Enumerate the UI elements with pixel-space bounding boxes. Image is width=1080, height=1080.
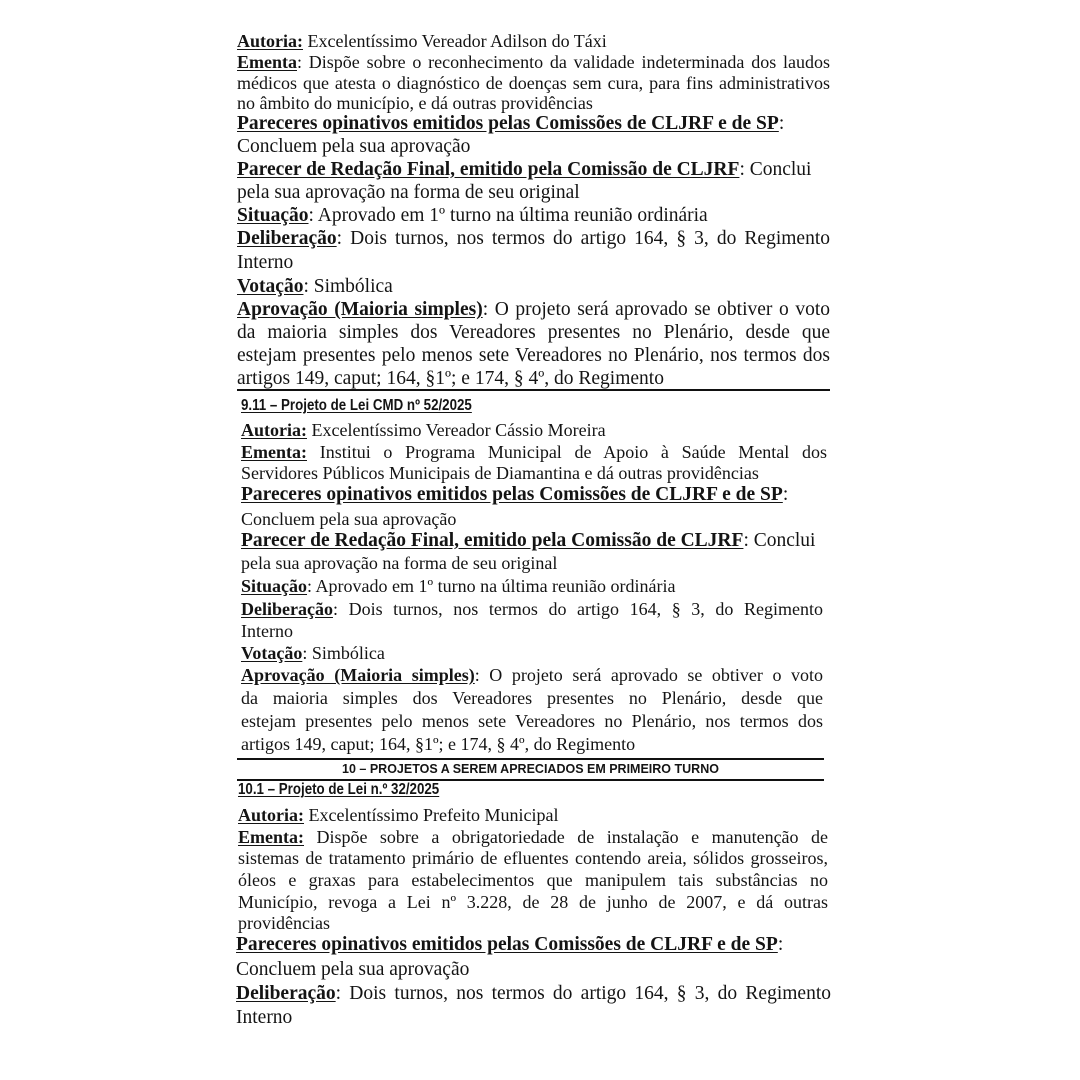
deliberacao-label: Deliberação: [241, 599, 333, 619]
ementa-line: providências: [238, 913, 330, 933]
votacao-label: Votação: [241, 643, 303, 663]
votacao-label: Votação: [237, 276, 304, 297]
autoria-label: Autoria:: [241, 420, 307, 440]
pareceres-value: Concluem pela sua aprovação: [236, 959, 470, 980]
divider: [237, 758, 824, 760]
autoria-label: Autoria:: [237, 31, 303, 51]
ementa-line: óleos e graxas para estabelecimentos que manipulem tais substâncias no: [238, 870, 828, 890]
situacao-line: Situação: Aprovado em 1º turno na última reunião ordinária: [241, 576, 676, 596]
pareceres-value: Concluem pela sua aprovação: [241, 509, 457, 529]
ementa-label: Ementa: [237, 52, 297, 72]
parecer-final-label: Parecer de Redação Final, emitido pela Comissão de CLJRF: [241, 530, 744, 551]
ementa-line: Ementa: Dispõe sobre a obrigatoriedade de instalação e manutenção de: [238, 827, 829, 847]
aprovacao-text: estejam presentes pelo menos sete Vereadores no Plenário, nos termos dos: [237, 345, 830, 366]
parecer-final-value: pela sua aprovação na forma de seu original: [237, 182, 580, 203]
votacao-line: Votação: Simbólica: [237, 276, 393, 297]
deliberacao-label: Deliberação: [236, 983, 336, 1004]
ementa-line: sistemas de tratamento primário de efluentes contendo areia, sólidos grosseiros,: [238, 848, 828, 868]
ementa-line: Município, revoga a Lei nº 3.228, de 28 de junho de 2007, e dá outras: [238, 892, 828, 912]
ementa-line: médicos que atesta o diagnóstico de doenças sem cura, para fins administrativos: [237, 73, 830, 93]
deliberacao-value: Interno: [236, 1007, 293, 1028]
situacao-label: Situação: [241, 576, 308, 596]
aprovacao-text: artigos 149, caput; 164, §1º; e 174, § 4º, do Regimento: [237, 368, 664, 389]
pareceres-line: Pareceres opinativos emitidos pelas Comissões de CLJRF e de SP:: [241, 484, 789, 505]
ementa-label: Ementa:: [241, 442, 307, 462]
ementa-line: Ementa: Dispõe sobre o reconhecimento da validade indeterminada dos laudos: [237, 52, 830, 72]
aprovacao-text: estejam presentes pelo menos sete Vereadores no Plenário, nos termos dos: [241, 711, 823, 731]
pareceres-value: Concluem pela sua aprovação: [237, 136, 471, 157]
pareceres-line: Pareceres opinativos emitidos pelas Comissões de CLJRF e de SP:: [237, 113, 785, 134]
divider: [237, 389, 830, 391]
pareceres-label: Pareceres opinativos emitidos pelas Comissões de CLJRF e de SP: [237, 113, 779, 134]
aprovacao-line: Aprovação (Maioria simples): O projeto será aprovado se obtiver o voto: [241, 665, 824, 685]
autoria-label: Autoria:: [238, 805, 304, 825]
autoria-line: Autoria: Excelentíssimo Prefeito Municipal: [238, 805, 559, 825]
deliberacao-label: Deliberação: [237, 228, 337, 249]
deliberacao-value: Interno: [241, 621, 293, 641]
project-heading: 9.11 – Projeto de Lei CMD nº 52/2025: [241, 397, 472, 414]
situacao-label: Situação: [237, 205, 309, 226]
parecer-final-value: pela sua aprovação na forma de seu original: [241, 553, 558, 573]
aprovacao-label: Aprovação (Maioria simples): [237, 299, 483, 320]
deliberacao-line: Deliberação: Dois turnos, nos termos do artigo 164, § 3, do Regimento: [237, 228, 830, 249]
deliberacao-line: Deliberação: Dois turnos, nos termos do artigo 164, § 3, do Regimento: [241, 599, 823, 619]
deliberacao-line: Deliberação: Dois turnos, nos termos do artigo 164, § 3, do Regimento: [236, 983, 831, 1004]
aprovacao-text: artigos 149, caput; 164, §1º; e 174, § 4º, do Regimento: [241, 734, 636, 754]
ementa-line: no âmbito do município, e dá outras providências: [237, 93, 593, 113]
ementa-label: Ementa:: [238, 827, 304, 847]
pareceres-label: Pareceres opinativos emitidos pelas Comissões de CLJRF e de SP: [236, 934, 778, 955]
pareceres-label: Pareceres opinativos emitidos pelas Comissões de CLJRF e de SP: [241, 484, 783, 505]
deliberacao-value: Interno: [237, 252, 294, 273]
ementa-line: Ementa: Institui o Programa Municipal de Apoio à Saúde Mental dos: [241, 442, 828, 462]
aprovacao-line: Aprovação (Maioria simples): O projeto será aprovado se obtiver o voto: [237, 299, 830, 320]
parecer-final-label: Parecer de Redação Final, emitido pela Comissão de CLJRF: [237, 159, 740, 180]
votacao-line: Votação: Simbólica: [241, 643, 385, 663]
autoria-line: Autoria: Excelentíssimo Vereador Adilson do Táxi: [237, 31, 607, 51]
parecer-final-line: Parecer de Redação Final, emitido pela Comissão de CLJRF: Conclui: [237, 159, 812, 180]
autoria-line: Autoria: Excelentíssimo Vereador Cássio Moreira: [241, 420, 606, 440]
pareceres-line: Pareceres opinativos emitidos pelas Comissões de CLJRF e de SP:: [236, 934, 784, 955]
aprovacao-label: Aprovação (Maioria simples): [241, 665, 475, 685]
ementa-line: Servidores Públicos Municipais de Diamantina e dá outras providências: [241, 463, 759, 483]
parecer-final-line: Parecer de Redação Final, emitido pela Comissão de CLJRF: Conclui: [241, 530, 816, 551]
aprovacao-text: da maioria simples dos Vereadores presentes no Plenário, desde que: [237, 322, 830, 343]
project-heading: 10.1 – Projeto de Lei n.º 32/2025: [238, 781, 440, 798]
section-title: 10 – PROJETOS A SEREM APRECIADOS EM PRIMEIRO TURNO: [342, 762, 719, 776]
situacao-line: Situação: Aprovado em 1º turno na última reunião ordinária: [237, 205, 708, 226]
aprovacao-text: da maioria simples dos Vereadores presentes no Plenário, desde que: [241, 688, 823, 708]
